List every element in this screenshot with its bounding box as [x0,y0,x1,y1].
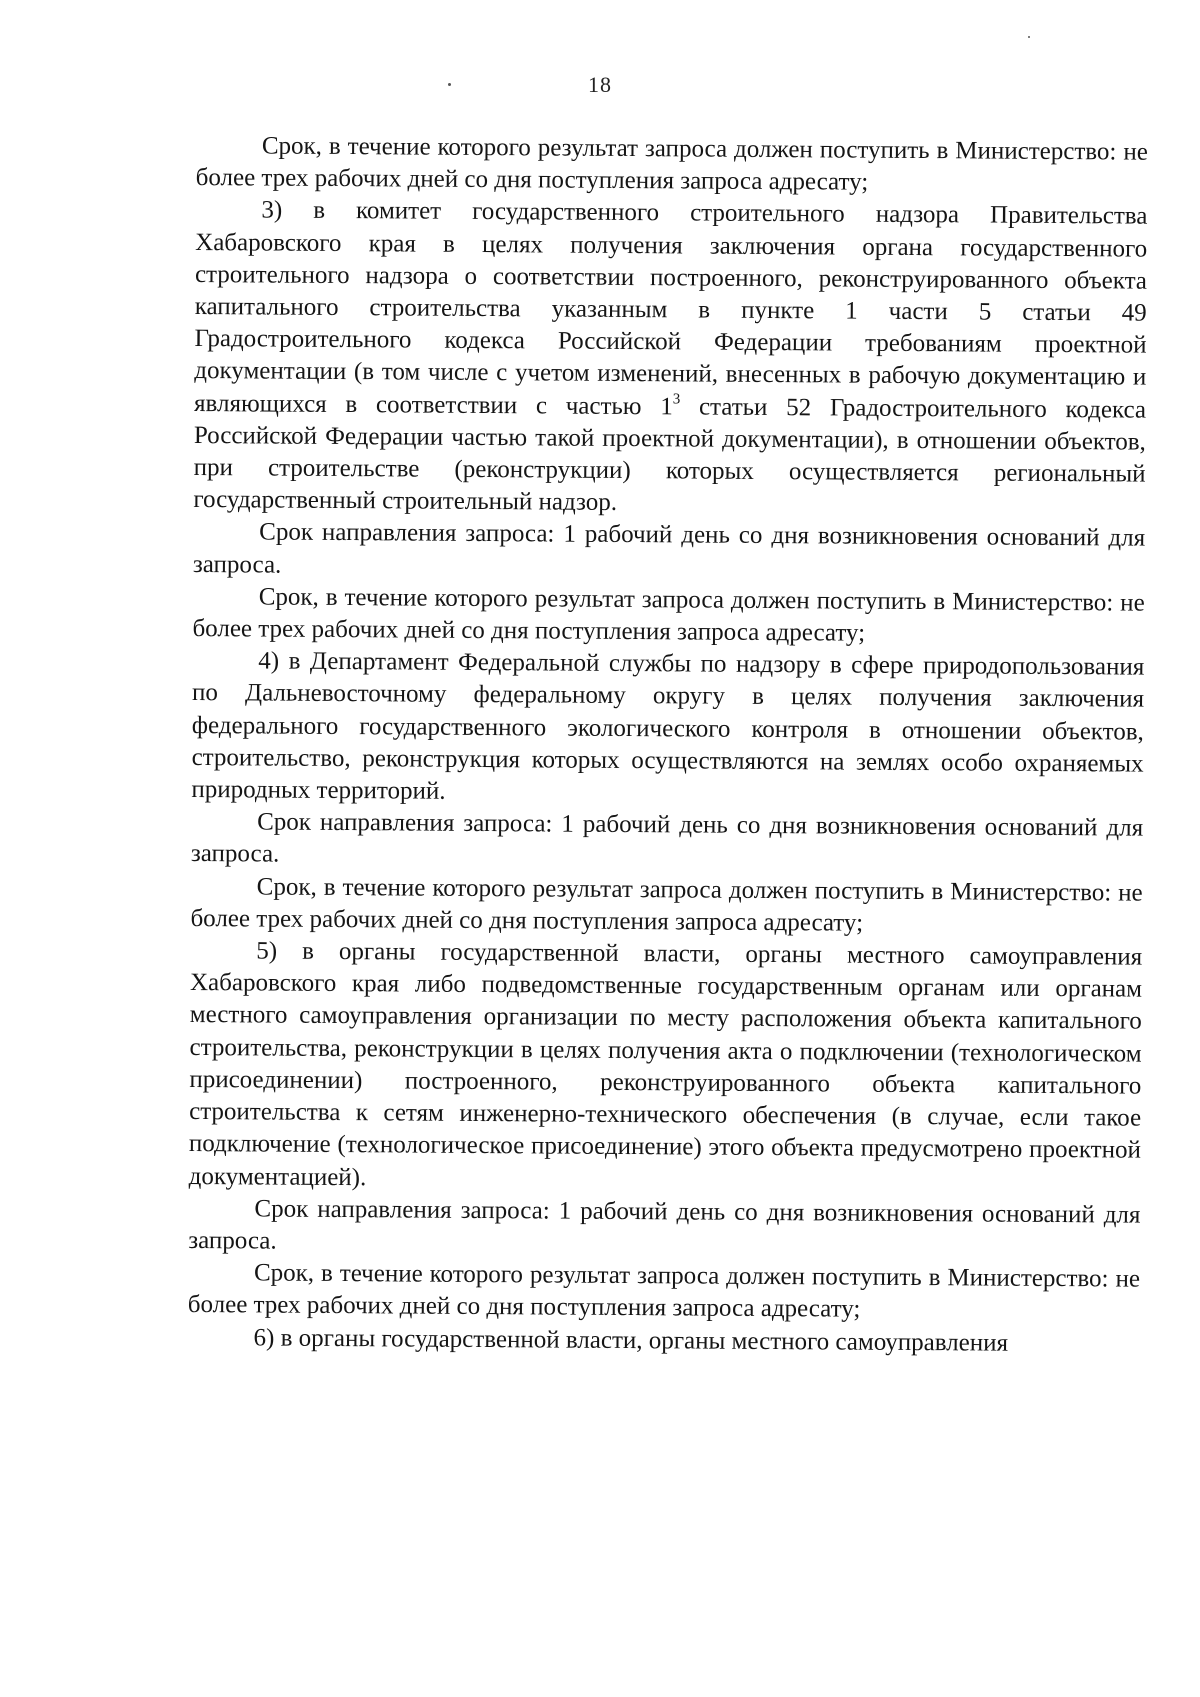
paragraph [189,935,1143,1199]
paragraph-text: Срок направления запроса: 1 рабочий день со дня возникновения оснований для запроса. [192,518,1146,579]
paragraph-text: 3) в комитет государственного строительного надзора Правительства Хабаровского края в целях получения заключения органа государственного строительного надзора о соответствии построенного, реконструированного объекта капитального строительства указанным в пункте 1 части 5 статьи 49 Градостроительного кодекса Российской Федерации требованиям проектной документации (в том числе с учетом изменений, внесенных в рабочую документацию и являющихся в соответствии с частью 1 [193,196,1148,420]
page-number: 18 [588,72,612,97]
paragraph-text: Срок, в течение которого результат запроса должен поступить в Министерство: не более трех рабочих дней со дня поступления запроса адресату; [190,873,1143,937]
paragraph-text-continued: статьи 52 Градостроительного кодекса Российской Федерации частью такой проектной документации), в отношении объектов, при строительстве (реконструкции) которых осуществляется региональный государственный строительный надзор. [193,393,1147,517]
paragraph-text: 4) в Департамент Федеральной службы по надзору в сфере природопользования по Дальневосточному федеральному округу в целях получения заключения федерального государственного экологического контроля в отношении объектов, строительство, реконструкция которых осуществляются на землях особо охраняемых природных территорий. [191,647,1145,805]
paragraph [191,645,1144,813]
paragraph-text: 6) в органы государственной власти, органы местного самоуправления [253,1323,1009,1357]
paragraph-text: 5) в органы государственной власти, органы местного самоуправления Хабаровского края либо подведомственные государственным органам или органам местного самоуправления организации по месту расположения объекта капитального строительства, реконструкции в целях получения акта о подключении (технологическом присоединении) построенного, реконструированного объекта капитального строительства к сетям инженерно-технического обеспечения (в случае, если такое подключение (технологическое присоединение) этого объекта предусмотрено проектной документацией). [188,937,1143,1191]
paragraph-text: Срок направления запроса: 1 рабочий день со дня возникновения оснований для запроса. [188,1195,1141,1255]
paragraph [193,516,1145,587]
paragraph [187,1321,1139,1360]
paragraph [188,1257,1140,1328]
document-body [187,130,1148,1360]
superscript: 3 [672,390,681,408]
paragraph-text: Срок, в течение которого результат запроса должен поступить в Министерство: не более трех рабочих дней со дня поступления запроса адресату; [195,132,1148,196]
paragraph-text: Срок, в течение которого результат запроса должен поступить в Министерство: не более трех рабочих дней со дня поступления запроса адресату; [192,583,1145,647]
paragraph [190,871,1142,942]
paragraph [193,194,1147,523]
paragraph [192,581,1144,652]
paragraph [196,130,1148,201]
scan-speck [1028,36,1030,38]
paragraph-text: Срок направления запроса: 1 рабочий день со дня возникновения оснований для запроса. [190,808,1144,869]
paragraph-text: Срок, в течение которого результат запроса должен поступить в Министерство: не более трех рабочих дней со дня поступления запроса адресату; [187,1259,1141,1323]
paragraph [188,1193,1140,1264]
paragraph [191,806,1143,877]
